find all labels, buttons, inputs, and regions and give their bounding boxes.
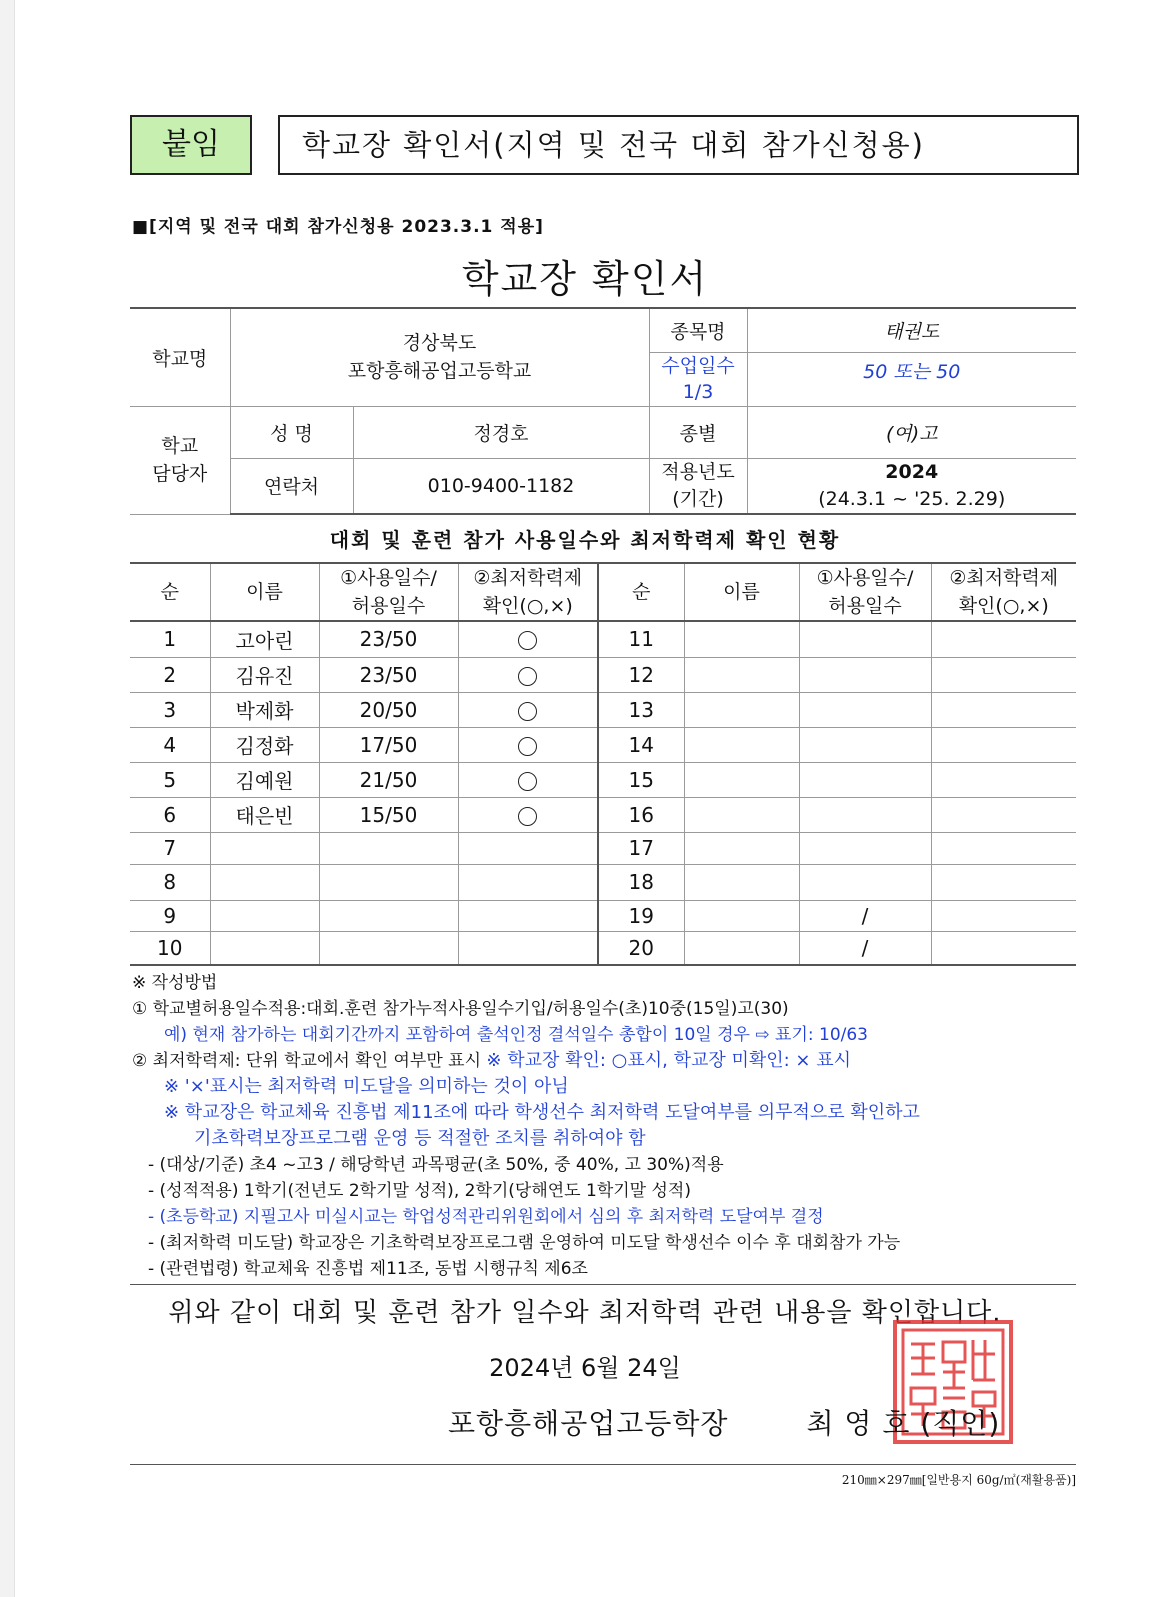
category-value: (여)고 (747, 406, 1076, 458)
academic-check (458, 657, 598, 692)
signature-school: 포항흥해공업고등학장 (448, 1407, 729, 1440)
row-number: 10 (130, 931, 210, 965)
notes-header: ※ 작성방법 (132, 973, 218, 993)
athlete-name (210, 832, 319, 864)
name-label: 성 명 (230, 406, 353, 458)
used-days (799, 797, 931, 832)
detail-3: - (초등학교) 지필고사 미실시교는 학업성적관리위원회에서 심의 후 최저학력 도달여부 결정 (148, 1207, 824, 1227)
subheading: ■[지역 및 전국 대회 참가신청용 2023.3.1 적용] (132, 217, 544, 237)
school-label: 학교명 (130, 308, 230, 406)
used-days: 15/50 (319, 797, 458, 832)
header-days-2: 허용일수 (828, 595, 902, 617)
row-number: 13 (598, 692, 684, 727)
header-check-1: ②최저학력제 (473, 567, 583, 589)
academic-check (931, 832, 1076, 864)
row-number: 8 (130, 864, 210, 900)
detail-2: - (성적적용) 1학기(전년도 2학기말 성적), 2학기(당해연도 1학기말 성적) (148, 1181, 691, 1201)
used-days (319, 900, 458, 931)
row-number: 11 (598, 621, 684, 657)
academic-check (931, 797, 1076, 832)
header-check (931, 563, 1076, 621)
row-number: 9 (130, 900, 210, 931)
row-number: 15 (598, 762, 684, 797)
row-number: 17 (598, 832, 684, 864)
athlete-name: 태은빈 (210, 797, 319, 832)
check-circle-icon (518, 667, 537, 686)
days-label-1: 수업일수 (661, 355, 735, 377)
table-row (130, 762, 1076, 797)
confirm-text: 위와 같이 대회 및 훈련 참가 일수와 최저학력 관련 내용을 확인합니다. (168, 1298, 1002, 1328)
athlete-name: 고아린 (210, 621, 319, 657)
athlete-name: 김정화 (210, 727, 319, 762)
athlete-name (210, 900, 319, 931)
table-row (130, 931, 1076, 965)
athlete-name (684, 621, 799, 657)
athlete-name (684, 762, 799, 797)
row-number: 12 (598, 657, 684, 692)
page-title: 학교장 확인서 (461, 257, 709, 301)
table-row (130, 864, 1076, 900)
contact-label: 연락처 (230, 458, 353, 514)
row-number: 14 (598, 727, 684, 762)
check-circle-icon (518, 772, 537, 791)
used-days (799, 692, 931, 727)
used-days (319, 931, 458, 965)
academic-check (458, 832, 598, 864)
note-2-text: ② 최저학력제: 단위 학교에서 확인 여부만 표시 (132, 1051, 487, 1071)
academic-check (458, 692, 598, 727)
athlete-name (684, 832, 799, 864)
divider (130, 1284, 1076, 1285)
header-days-1: ①사용일수/ (340, 567, 437, 589)
athlete-name (684, 657, 799, 692)
table-row (130, 657, 1076, 692)
row-number: 5 (130, 762, 210, 797)
school-cell (230, 308, 649, 406)
athlete-name (684, 900, 799, 931)
row-number: 19 (598, 900, 684, 931)
academic-check (458, 931, 598, 965)
event-label: 종목명 (649, 308, 747, 352)
doc-heading: 학교장 확인서(지역 및 전국 대회 참가신청용) (278, 115, 1079, 175)
staff-label-2: 담당자 (152, 463, 208, 485)
used-days: / (799, 931, 931, 965)
info-table (130, 307, 1076, 515)
attachment-badge: 붙임 (130, 115, 252, 175)
year-period: (24.3.1 ~ '25. 2.29) (818, 487, 1006, 510)
header-days (799, 563, 931, 621)
section-title: 대회 및 훈련 참가 사용일수와 최저학력제 확인 현황 (329, 528, 841, 552)
header-no: 순 (130, 563, 210, 621)
header-name: 이름 (684, 563, 799, 621)
header-name: 이름 (210, 563, 319, 621)
used-days: / (799, 900, 931, 931)
signature (448, 1402, 1000, 1442)
used-days: 21/50 (319, 762, 458, 797)
academic-check (931, 727, 1076, 762)
table-row (130, 621, 1076, 657)
table-row (130, 832, 1076, 864)
athlete-name (684, 864, 799, 900)
year-value: 2024 (885, 460, 939, 483)
academic-check (458, 797, 598, 832)
note-1: ① 학교별허용일수적용:대회.훈련 참가누적사용일수기입/허용일수(초)10중(15일)고(30) (132, 999, 789, 1019)
used-days: 23/50 (319, 621, 458, 657)
check-circle-icon (518, 807, 537, 826)
table-row (130, 692, 1076, 727)
row-number: 7 (130, 832, 210, 864)
used-days: 17/50 (319, 727, 458, 762)
roster-table (130, 562, 1076, 966)
athlete-name: 김유진 (210, 657, 319, 692)
note-3: ※ '×'표시는 최저학력 미도달을 의미하는 것이 아님 (164, 1076, 569, 1097)
check-circle-icon (518, 737, 537, 756)
athlete-name (210, 864, 319, 900)
year-label-2: (기간) (672, 487, 724, 510)
used-days (799, 727, 931, 762)
name-value: 정경호 (353, 406, 649, 458)
header-days-2: 허용일수 (351, 595, 426, 617)
athlete-name (684, 727, 799, 762)
days-label (649, 352, 747, 406)
year-cell (747, 458, 1076, 514)
detail-4: - (최저학력 미도달) 학교장은 기초학력보장프로그램 운영하여 미도달 학생선수 이수 후 대회참가 가능 (148, 1233, 901, 1253)
athlete-name (210, 931, 319, 965)
signature-principal: 최 영 호 (직인) (806, 1407, 1001, 1440)
header-check (458, 563, 598, 621)
header-check-2: 확인(○,×) (958, 595, 1049, 617)
used-days (319, 832, 458, 864)
athlete-name (684, 692, 799, 727)
detail-5: - (관련법령) 학교체육 진흥법 제11조, 동법 시행규칙 제6조 (148, 1259, 588, 1279)
row-number: 4 (130, 727, 210, 762)
academic-check (458, 900, 598, 931)
header-days (319, 563, 458, 621)
athlete-name: 김예원 (210, 762, 319, 797)
date-text: 2024년 6월 24일 (489, 1354, 681, 1382)
used-days (799, 621, 931, 657)
school-region: 경상북도 (402, 332, 477, 355)
staff-label-1: 학교 (161, 435, 199, 457)
academic-check (458, 762, 598, 797)
row-number: 6 (130, 797, 210, 832)
row-number: 20 (598, 931, 684, 965)
header-no: 순 (598, 563, 684, 621)
athlete-name (684, 931, 799, 965)
year-label-1: 적용년도 (661, 460, 735, 483)
header-check-2: 확인(○,×) (482, 595, 573, 617)
paper-spec: 210㎜×297㎜[일반용지 60g/㎡(재활용품)] (841, 1473, 1076, 1487)
row-number: 2 (130, 657, 210, 692)
note-2-marks: ※ 학교장 확인: ○표시, 학교장 미확인: × 표시 (486, 1050, 851, 1071)
academic-check (458, 621, 598, 657)
academic-check (931, 692, 1076, 727)
used-days (799, 657, 931, 692)
used-days (799, 864, 931, 900)
used-days: 20/50 (319, 692, 458, 727)
academic-check (931, 762, 1076, 797)
header-check-1: ②최저학력제 (949, 567, 1059, 589)
days-value: 50 또는 50 (747, 352, 1076, 406)
event-value: 태권도 (747, 308, 1076, 352)
academic-check (931, 900, 1076, 931)
used-days: 23/50 (319, 657, 458, 692)
academic-check (931, 931, 1076, 965)
academic-check (931, 657, 1076, 692)
year-label (649, 458, 747, 514)
used-days (799, 832, 931, 864)
academic-check (458, 864, 598, 900)
athlete-name: 박제화 (210, 692, 319, 727)
athlete-name (684, 797, 799, 832)
school-name: 포항흥해공업고등학교 (347, 360, 532, 383)
used-days (319, 864, 458, 900)
check-circle-icon (518, 631, 537, 650)
contact-value: 010-9400-1182 (353, 458, 649, 514)
note-4a: ※ 학교장은 학교체육 진흥법 제11조에 따라 학생선수 최저학력 도달여부를 의무적으로 확인하고 (164, 1102, 920, 1123)
academic-check (931, 864, 1076, 900)
footer-divider (130, 1464, 1076, 1465)
check-circle-icon (518, 702, 537, 721)
row-number: 3 (130, 692, 210, 727)
row-number: 16 (598, 797, 684, 832)
note-4b: 기초학력보장프로그램 운영 등 적절한 조치를 취하여야 함 (194, 1128, 646, 1149)
detail-1: - (대상/기준) 초4 ~고3 / 해당학년 과목평균(초 50%, 중 40%, 고 30%)적용 (148, 1155, 724, 1175)
note-2 (132, 1048, 1082, 1074)
academic-check (458, 727, 598, 762)
academic-check (931, 621, 1076, 657)
table-row (130, 900, 1076, 931)
days-label-2: 1/3 (682, 381, 714, 403)
table-row (130, 727, 1076, 762)
notes (132, 970, 1082, 1282)
header-days-1: ①사용일수/ (816, 567, 914, 589)
category-label: 종별 (649, 406, 747, 458)
note-1-example: 예) 현재 참가하는 대회기간까지 포함하여 출석인정 결석일수 총합이 10일 경우 ⇨ 표기: 10/63 (164, 1025, 868, 1045)
staff-label (130, 406, 230, 514)
row-number: 18 (598, 864, 684, 900)
used-days (799, 762, 931, 797)
row-number: 1 (130, 621, 210, 657)
table-row (130, 797, 1076, 832)
